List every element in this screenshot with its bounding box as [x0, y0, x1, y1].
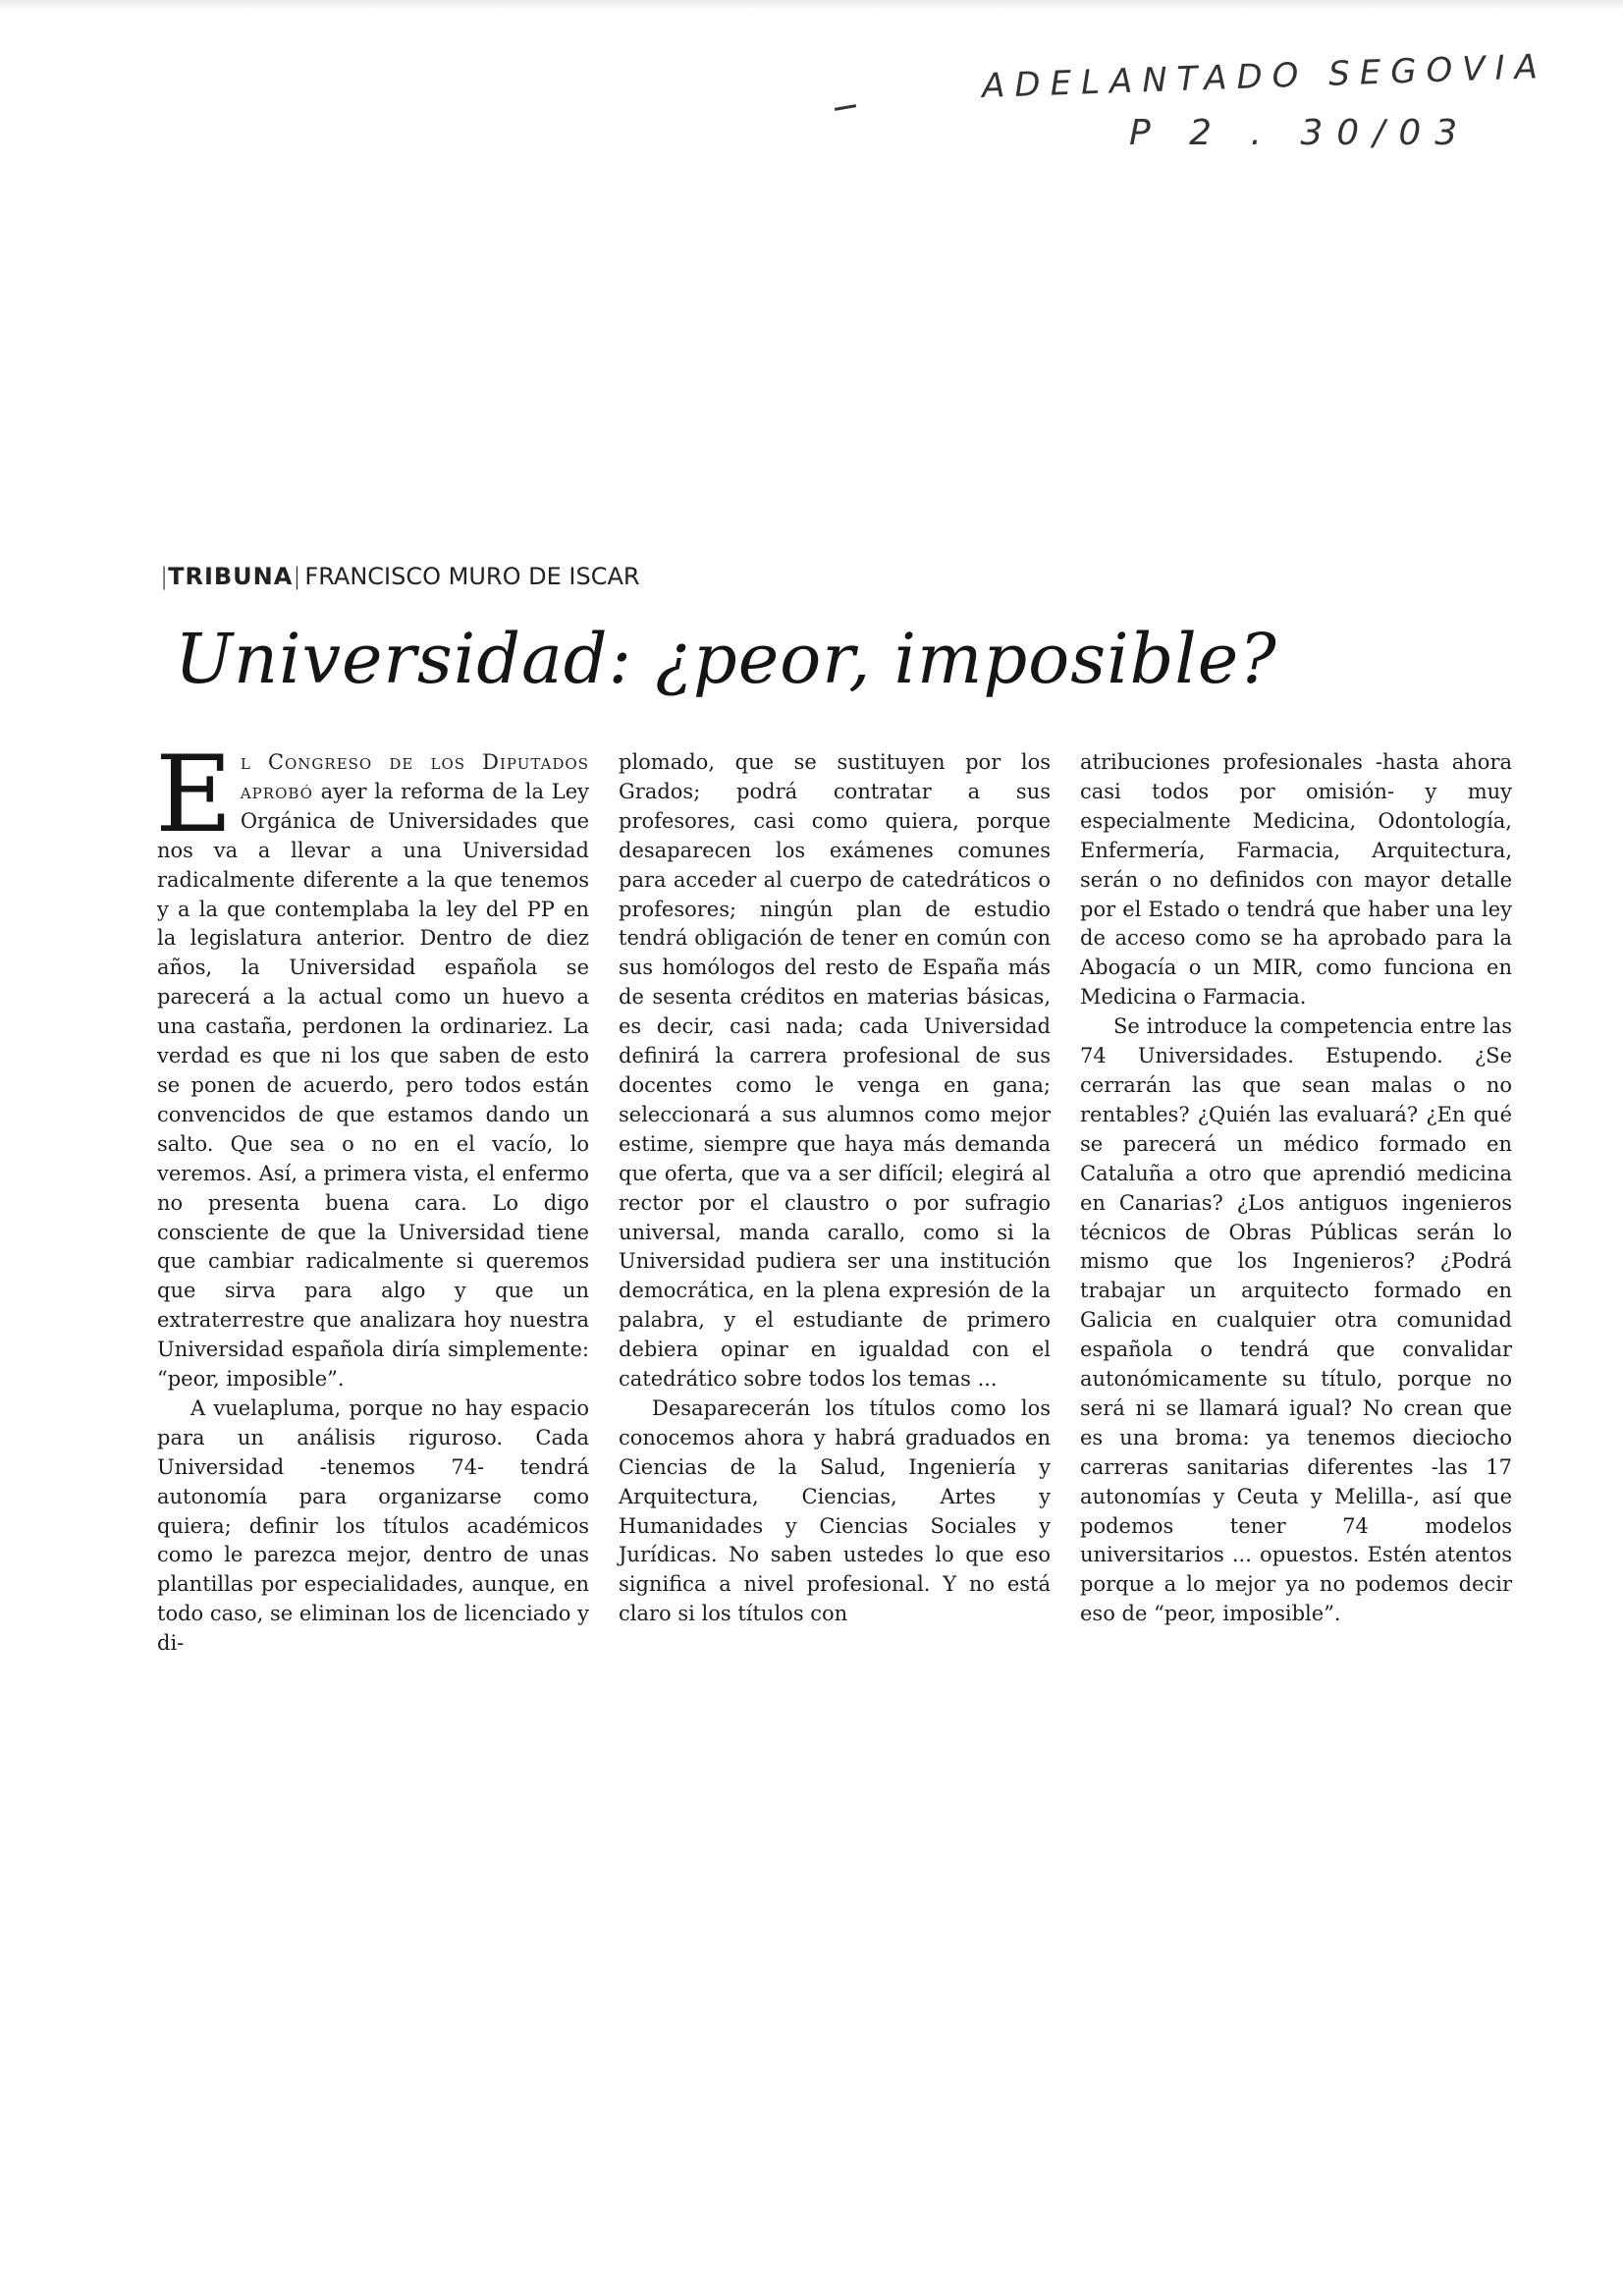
article-title: Universidad: ¿peor, imposible? — [175, 619, 1277, 699]
section-header — [160, 563, 640, 590]
handwritten-source-note: ADELANTADO SEGOVIA — [981, 46, 1548, 107]
paragraph: plomado, que se sustituyen por los Grados; podrá contratar a sus profesores, casi como quiera, porque desaparecen los exámenes comunes para acceder al cuerpo de catedráticos o profesores; ningún plan de estudio tendrá obligación de tener en común con sus homólogos del resto de España más de sesenta créditos en materias básicas, es decir, casi nada; cada Universidad definirá la carrera profesional de sus docentes como le venga en gana; seleccionará a sus alumnos como mejor estime, siempre que haya más demanda que oferta, que va a ser difícil; elegirá al rector por el claustro o por sufragio universal, manda carallo, como si la Universidad pudiera ser una institución democrática, en la plena expresión de la palabra, y el estudiante de primero debiera opinar en igualdad con el catedrático sobre todos los temas ... — [619, 750, 1051, 1392]
paragraph: A vuelapluma, porque no hay espacio para un análisis riguroso. Cada Universidad -tenemos 74- tendrá autonomía para organizarse como quiera; definir los títulos académicos como le parezca mejor, dentro de unas plantillas por especialidades, aunque, en todo caso, se eliminan los de licenciado y di- — [157, 1395, 589, 1656]
scan-edge — [0, 0, 1623, 10]
lead-in: l Congreso de los Diputados aprobó — [240, 750, 589, 803]
pen-mark — [835, 104, 856, 111]
handwritten-page-date: P 2 . 30/03 — [1129, 113, 1472, 153]
author-name: FRANCISCO MURO DE ISCAR — [304, 563, 640, 590]
paragraph-text: ayer la reforma de la Ley Orgánica de Universidades que nos va a llevar a una Universidad radicalmente diferente a la que tenemos y a la que contemplaba la ley del PP en la legislatura anterior. Dentro de diez años, la Universidad española se parecerá a la actual como un huevo a una castaña, perdonen la ordinariez. La verdad es que ni los que saben de esto se ponen de acuerdo, pero todos están convencidos de que estamos dando un salto. Que sea o no en el vacío, lo veremos. Así, a primera vista, el enfermo no presenta buena cara. Lo digo consciente de que la Universidad tiene que cambiar radicalmente si queremos que sirva para algo y que un extraterrestre que analizara hoy nuestra Universidad española diría simplemente: “peor, imposible”. — [157, 779, 589, 1392]
column-1 — [155, 734, 589, 1659]
article-body — [155, 734, 1512, 1659]
paragraph — [155, 734, 589, 1394]
column-2 — [619, 748, 1051, 1659]
separator: | — [160, 563, 169, 590]
section-tag: TRIBUNA — [168, 563, 294, 590]
paragraph: Se introduce la competencia entre las 74 Universidades. Estupendo. ¿Se cerrarán las que sean malas o no rentables? ¿Quién las evaluará? ¿En qué se parecerá un médico formado en Cataluña a otro que aprendió medicina en Canarias? ¿Los antiguos ingenieros técnicos de Obras Públicas serán lo mismo que los Ingenieros? ¿Podrá trabajar un arquitecto formado en Galicia en cualquier otra comunidad española o tendrá que convalidar autonómicamente su título, porque no será ni se llamará igual? No crean que es una broma: ya tenemos dieciocho carreras sanitarias diferentes -las 17 autonomías y Ceuta y Melilla-, así que podemos tener 74 modelos universitarios ... opuestos. Estén atentos porque a lo mejor ya no podemos decir eso de “peor, imposible”. — [1080, 1014, 1512, 1626]
column-3 — [1080, 748, 1512, 1659]
paragraph: Desaparecerán los títulos como los conocemos ahora y habrá graduados en Ciencias de la Salud, Ingeniería y Arquitectura, Ciencias, Artes y Humanidades y Ciencias Sociales y Jurídicas. No saben ustedes lo que eso significa a nivel profesional. Y no está claro si los títulos con — [619, 1395, 1051, 1626]
separator: | — [293, 563, 301, 590]
paragraph: atribuciones profesionales -hasta ahora casi todos por omisión- y muy especialmente Medicina, Odontología, Enfermería, Farmacia, Arquitectura, serán o no definidos con mayor detalle por el Estado o tendrá que haber una ley de acceso como se ha aprobado para la Abogacía o un MIR, como funciona en Medicina o Farmacia. — [1080, 750, 1512, 1010]
drop-cap: E — [155, 734, 233, 856]
